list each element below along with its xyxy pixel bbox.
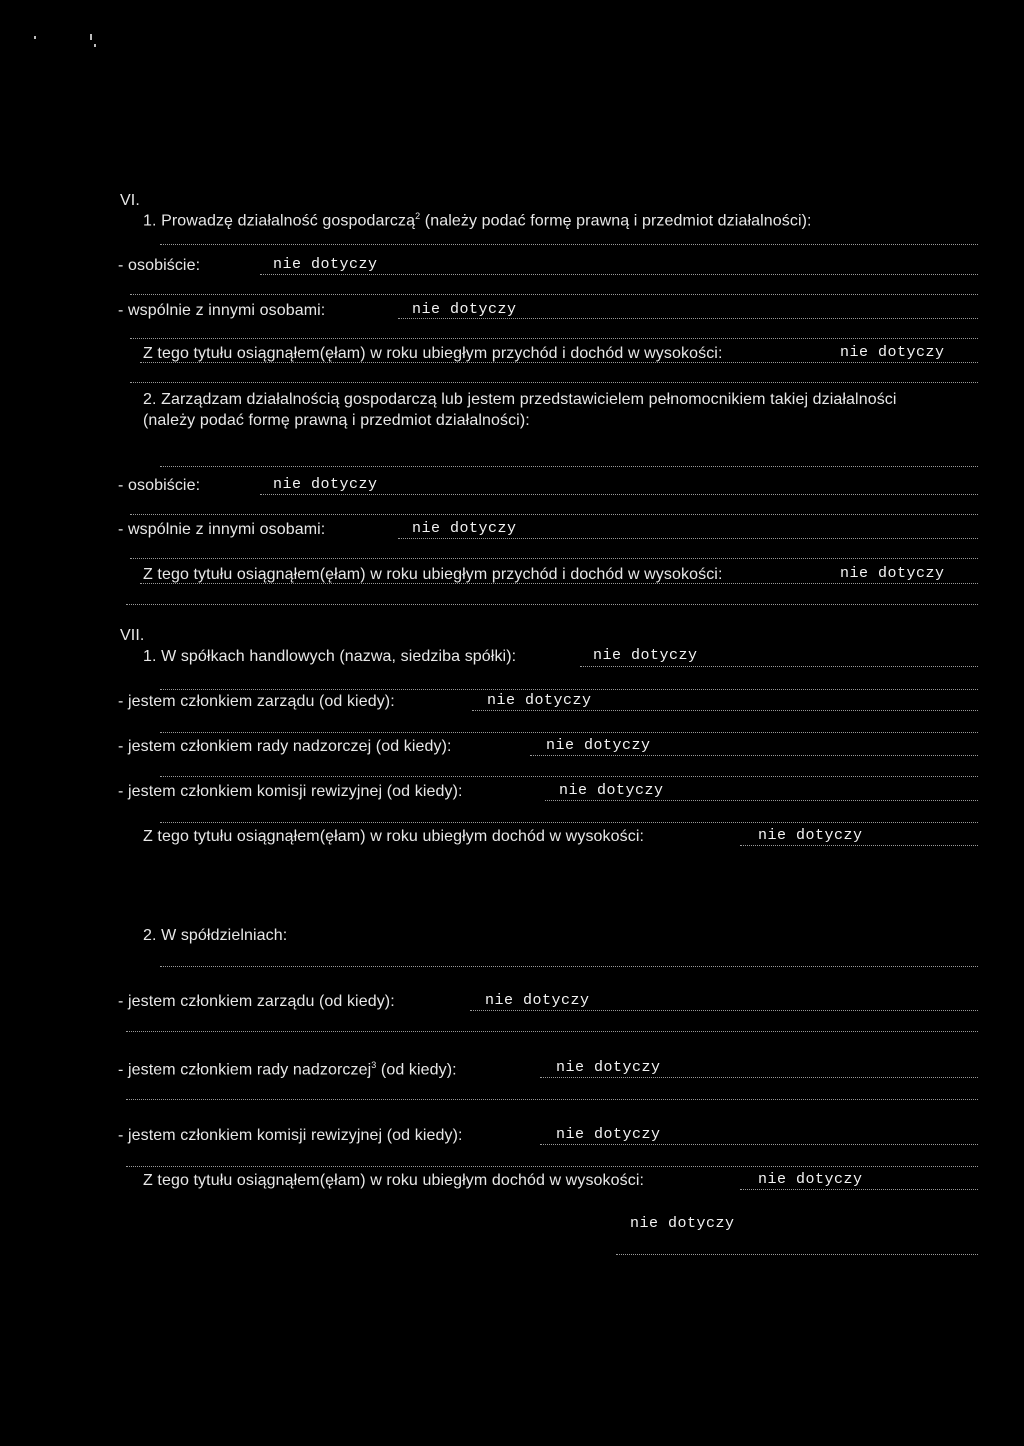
dotted-line — [160, 244, 978, 245]
vii-1-supervisory-label: - jestem członkiem rady nadzorczej (od kiedy): — [118, 738, 452, 755]
footnote-ref: 2 — [415, 211, 421, 221]
scan-speck — [90, 34, 92, 40]
vii-1-intro-value: nie dotyczy — [593, 647, 698, 664]
dotted-line — [545, 800, 978, 801]
dotted-line — [160, 776, 978, 777]
vi-1-intro — [143, 211, 812, 230]
dotted-line — [530, 755, 978, 756]
dotted-line — [540, 1077, 978, 1078]
dotted-line — [616, 1254, 978, 1255]
vii-1-supervisory-value: nie dotyczy — [546, 737, 651, 754]
vii-1-audit-label: - jestem członkiem komisji rewizyjnej (od kiedy): — [118, 783, 463, 800]
vii-1-audit-value: nie dotyczy — [559, 782, 664, 799]
vii-1-intro: 1. W spółkach handlowych (nazwa, siedziba spółki): — [143, 648, 517, 665]
dotted-line — [540, 1144, 978, 1145]
vi-2-personal-label: - osobiście: — [118, 477, 201, 494]
vii-2-board-label: - jestem członkiem zarządu (od kiedy): — [118, 993, 395, 1010]
scan-speck — [94, 44, 96, 47]
vi-2-income-value: nie dotyczy — [840, 565, 945, 582]
dotted-line — [740, 1189, 978, 1190]
dotted-line — [130, 382, 978, 383]
dotted-line — [160, 466, 978, 467]
vi-1-joint-value: nie dotyczy — [412, 301, 517, 318]
vii-2-supervisory-text: - jestem członkiem rady nadzorczej — [118, 1061, 372, 1079]
vii-2-intro: 2. W spółdzielniach: — [143, 927, 288, 944]
dotted-line — [398, 538, 978, 539]
vi-1-intro-text: 1. Prowadzę działalność gospodarczą — [143, 212, 416, 230]
dotted-line — [740, 845, 978, 846]
dotted-line — [130, 338, 978, 339]
dotted-line — [126, 1099, 978, 1100]
vii-2-audit-value: nie dotyczy — [556, 1126, 661, 1143]
dotted-line — [130, 514, 978, 515]
vii-2-supervisory-value: nie dotyczy — [556, 1059, 661, 1076]
vi-1-income-value: nie dotyczy — [840, 344, 945, 361]
dotted-line — [140, 583, 978, 584]
vi-2-intro: 2. Zarządzam działalnością gospodarczą lub jestem przedstawicielem pełnomocnikiem takiej działalności (należy podać formę prawną i przedmiot działalności): — [143, 391, 897, 429]
dotted-line — [160, 966, 978, 967]
dotted-line — [130, 558, 978, 559]
dotted-line — [160, 732, 978, 733]
vi-2-income-label: Z tego tytułu osiągnąłem(ęłam) w roku ubiegłym przychód i dochód w wysokości: — [143, 566, 723, 583]
vii-2-extra-value: nie dotyczy — [630, 1215, 735, 1232]
dotted-line — [472, 710, 978, 711]
vi-1-income-label: Z tego tytułu osiągnąłem(ęłam) w roku ubiegłym przychód i dochód w wysokości: — [143, 345, 723, 362]
vii-1-income-value: nie dotyczy — [758, 827, 863, 844]
vi-2-joint-label: - wspólnie z innymi osobami: — [118, 521, 326, 538]
dotted-line — [126, 1031, 978, 1032]
vii-2-income-value: nie dotyczy — [758, 1171, 863, 1188]
vii-2-board-value: nie dotyczy — [485, 992, 590, 1009]
dotted-line — [126, 604, 978, 605]
vi-1-personal-value: nie dotyczy — [273, 256, 378, 273]
vii-2-supervisory-tail: (od kiedy): — [376, 1061, 457, 1079]
vii-2-supervisory-label — [118, 1060, 457, 1079]
dotted-line — [260, 274, 978, 275]
section-vi-heading: VI. — [120, 192, 140, 209]
scan-speck — [34, 36, 36, 39]
dotted-line — [260, 494, 978, 495]
vi-1-intro-tail: (należy podać formę prawną i przedmiot działalności): — [420, 212, 812, 230]
dotted-line — [580, 666, 978, 667]
dotted-line — [160, 689, 978, 690]
vii-1-board-value: nie dotyczy — [487, 692, 592, 709]
dotted-line — [160, 822, 978, 823]
vii-2-audit-label: - jestem członkiem komisji rewizyjnej (od kiedy): — [118, 1127, 463, 1144]
dotted-line — [126, 1166, 978, 1167]
vi-1-joint-label: - wspólnie z innymi osobami: — [118, 302, 326, 319]
dotted-line — [140, 362, 978, 363]
dotted-line — [130, 294, 978, 295]
vii-1-board-label: - jestem członkiem zarządu (od kiedy): — [118, 693, 395, 710]
section-vii-heading: VII. — [120, 627, 145, 644]
vi-2-personal-value: nie dotyczy — [273, 476, 378, 493]
footnote-ref: 3 — [371, 1060, 377, 1070]
vi-2-joint-value: nie dotyczy — [412, 520, 517, 537]
dotted-line — [470, 1010, 978, 1011]
vii-2-income-label: Z tego tytułu osiągnąłem(ęłam) w roku ubiegłym dochód w wysokości: — [143, 1172, 645, 1189]
vii-1-income-label: Z tego tytułu osiągnąłem(ęłam) w roku ubiegłym dochód w wysokości: — [143, 828, 645, 845]
dotted-line — [398, 318, 978, 319]
vi-1-personal-label: - osobiście: — [118, 257, 201, 274]
